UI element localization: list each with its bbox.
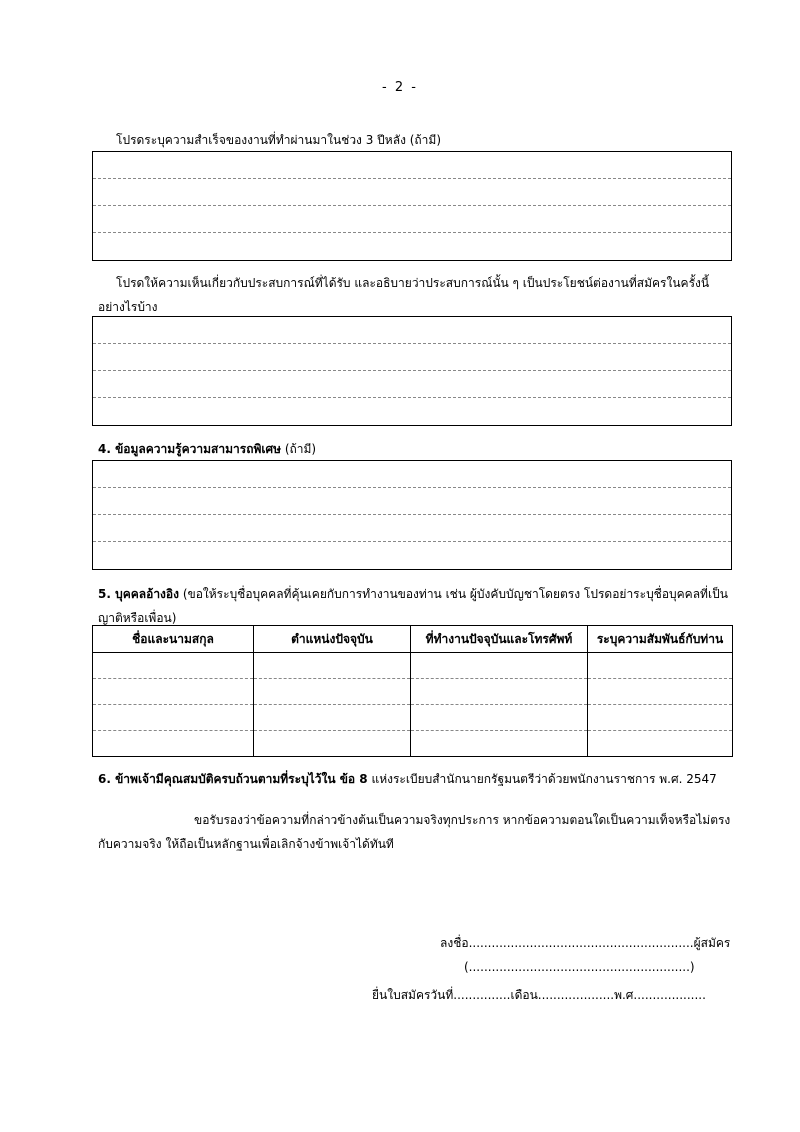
experience-box[interactable] [92, 316, 732, 426]
answer-line[interactable] [93, 488, 731, 515]
printed-name-line[interactable]: (..........................................................) [464, 960, 695, 974]
table-cell[interactable] [93, 653, 254, 679]
signature-line[interactable]: ลงชื่อ...........................................................ผู้สมัคร [440, 936, 731, 950]
section-6-heading [98, 770, 717, 789]
col-header-name: ชื่อและนามสกุล [93, 626, 254, 653]
application-date-line[interactable]: ยื่นใบสมัครวันที่...............เดือน....................พ.ศ................... [372, 988, 706, 1002]
answer-line[interactable] [93, 206, 731, 233]
certification-text: ขอรับรองว่าข้อความที่กล่าวข้างต้นเป็นความจริงทุกประการ หากข้อความตอนใดเป็นความเท็จหรือไม่ตรงกับความจริง ให้ถือเป็นหลักฐานเพื่อเลิกจ้างข้าพเจ้าได้ทันที [98, 813, 731, 851]
table-cell[interactable] [411, 705, 588, 731]
table-cell[interactable] [254, 653, 411, 679]
answer-line[interactable] [93, 233, 731, 260]
achievements-prompt: โปรดระบุความสำเร็จของงานที่ทำผ่านมาในช่วง 3 ปีหลัง (ถ้ามี) [116, 133, 442, 147]
table-cell[interactable] [411, 731, 588, 757]
table-cell[interactable] [588, 679, 733, 705]
section-6-title: 6. ข้าพเจ้ามีคุณสมบัติครบถ้วนตามที่ระบุไว้ใน ข้อ 8 [98, 772, 368, 786]
answer-line[interactable] [93, 398, 731, 425]
table-row [93, 653, 733, 679]
section-4-title: 4. ข้อมูลความรู้ความสามารถพิเศษ [98, 442, 281, 456]
answer-line[interactable] [93, 179, 731, 206]
table-cell[interactable] [411, 679, 588, 705]
answer-line[interactable] [93, 317, 731, 344]
table-row [93, 679, 733, 705]
col-header-workplace: ที่ทำงานปัจจุบันและโทรศัพท์ [411, 626, 588, 653]
section-5-heading [98, 582, 738, 630]
answer-line[interactable] [93, 542, 731, 569]
table-cell[interactable] [254, 731, 411, 757]
special-skills-box[interactable] [92, 460, 732, 570]
section-5-title: 5. บุคคลอ้างอิง [98, 587, 179, 601]
answer-line[interactable] [93, 371, 731, 398]
table-cell[interactable] [588, 705, 733, 731]
col-header-position: ตำแหน่งปัจจุบัน [254, 626, 411, 653]
references-table [92, 625, 733, 757]
answer-line[interactable] [93, 515, 731, 542]
achievements-box[interactable] [92, 151, 732, 261]
table-cell[interactable] [93, 705, 254, 731]
page-number: - 2 - [382, 80, 418, 95]
experience-prompt: โปรดให้ความเห็นเกี่ยวกับประสบการณ์ที่ได้รับ และอธิบายว่าประสบการณ์นั้น ๆ เป็นประโยชน์ต่องานที่สมัครในครั้งนี้อย่างไรบ้าง [98, 276, 710, 314]
table-row [93, 705, 733, 731]
table-header-row [93, 626, 733, 653]
table-cell[interactable] [588, 653, 733, 679]
answer-line[interactable] [93, 344, 731, 371]
table-cell[interactable] [588, 731, 733, 757]
answer-line[interactable] [93, 152, 731, 179]
col-header-relationship: ระบุความสัมพันธ์กับท่าน [588, 626, 733, 653]
answer-line[interactable] [93, 461, 731, 488]
table-cell[interactable] [93, 679, 254, 705]
section-4-note: (ถ้ามี) [284, 442, 317, 456]
table-cell[interactable] [254, 679, 411, 705]
section-6-text: แห่งระเบียบสำนักนายกรัฐมนตรีว่าด้วยพนักงานราชการ พ.ศ. 2547 [371, 772, 717, 786]
table-cell[interactable] [93, 731, 254, 757]
table-cell[interactable] [254, 705, 411, 731]
section-5-note: (ขอให้ระบุชื่อบุคคลที่คุ้นเคยกับการทำงานของท่าน เช่น ผู้บังคับบัญชาโดยตรง โปรดอย่าระบุชื่อบุคคลที่เป็นญาติหรือเพื่อน) [98, 587, 728, 625]
section-4-heading [98, 437, 738, 461]
table-row [93, 731, 733, 757]
table-cell[interactable] [411, 653, 588, 679]
